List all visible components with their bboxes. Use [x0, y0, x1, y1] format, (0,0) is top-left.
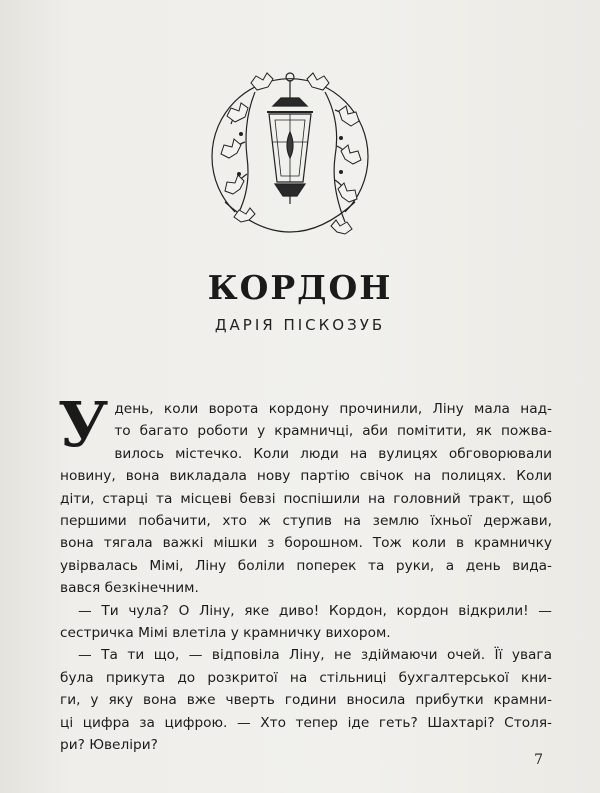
paragraph-1	[58, 388, 552, 600]
text-line: день, коли ворота кордону прочинили, Ліну мала над-	[114, 401, 552, 417]
chapter-author: ДАРІЯ ПІСКОЗУБ	[214, 316, 386, 334]
text-line: діти, старці та місцеві бевзі поспішили на головний тракт, щоб	[60, 490, 552, 507]
text-line: — Ти чула? О Ліну, яке диво! Кордон, кордон відкрили! —	[78, 602, 552, 619]
chapter-body	[58, 388, 552, 757]
text-line: — Та ти що, — відповіла Ліну, не здіймаючи очей. Її увага	[78, 647, 552, 664]
chapter-title: КОРДОН	[207, 268, 393, 307]
text-line: першими побачити, хто ж ступив на землю їхньої держави,	[60, 513, 552, 530]
page-number: 7	[534, 752, 543, 768]
text-line: вона тягала важкі мішки з борошном. Тож коли в крамничку	[60, 535, 552, 552]
text-line: вилось містечко. Коли люди на вулицях обговорювали	[114, 445, 552, 462]
text-line: була прикута до розкритої на стільниці бухгалтерської кни-	[60, 669, 552, 686]
text-line: вався безкінечним.	[60, 580, 199, 597]
text-line: ри? Ювеліри?	[60, 737, 158, 754]
text-line: ги, у яку вона вже чверть години вносила прибутки крамни-	[60, 692, 552, 709]
paragraph-2	[60, 600, 552, 645]
text-line: то багато роботи у крамничці, аби помітити, як пожва-	[114, 423, 552, 440]
text-line: новину, вона викладала нову партію свічок на полицях. Коли	[60, 468, 552, 485]
text-line: увірвалась Мімі, Ліну боліли поперек та руки, а день вида-	[60, 557, 552, 574]
paragraph-3	[60, 644, 552, 756]
text-line: ці цифра за цифрою. — Хто тепер іде геть? Шахтарі? Столя-	[60, 714, 552, 731]
text-line: сестричка Мімі влетіла у крамничку вихором.	[60, 625, 391, 642]
drop-cap: У	[58, 388, 109, 461]
lantern-ivy-icon	[195, 62, 385, 247]
